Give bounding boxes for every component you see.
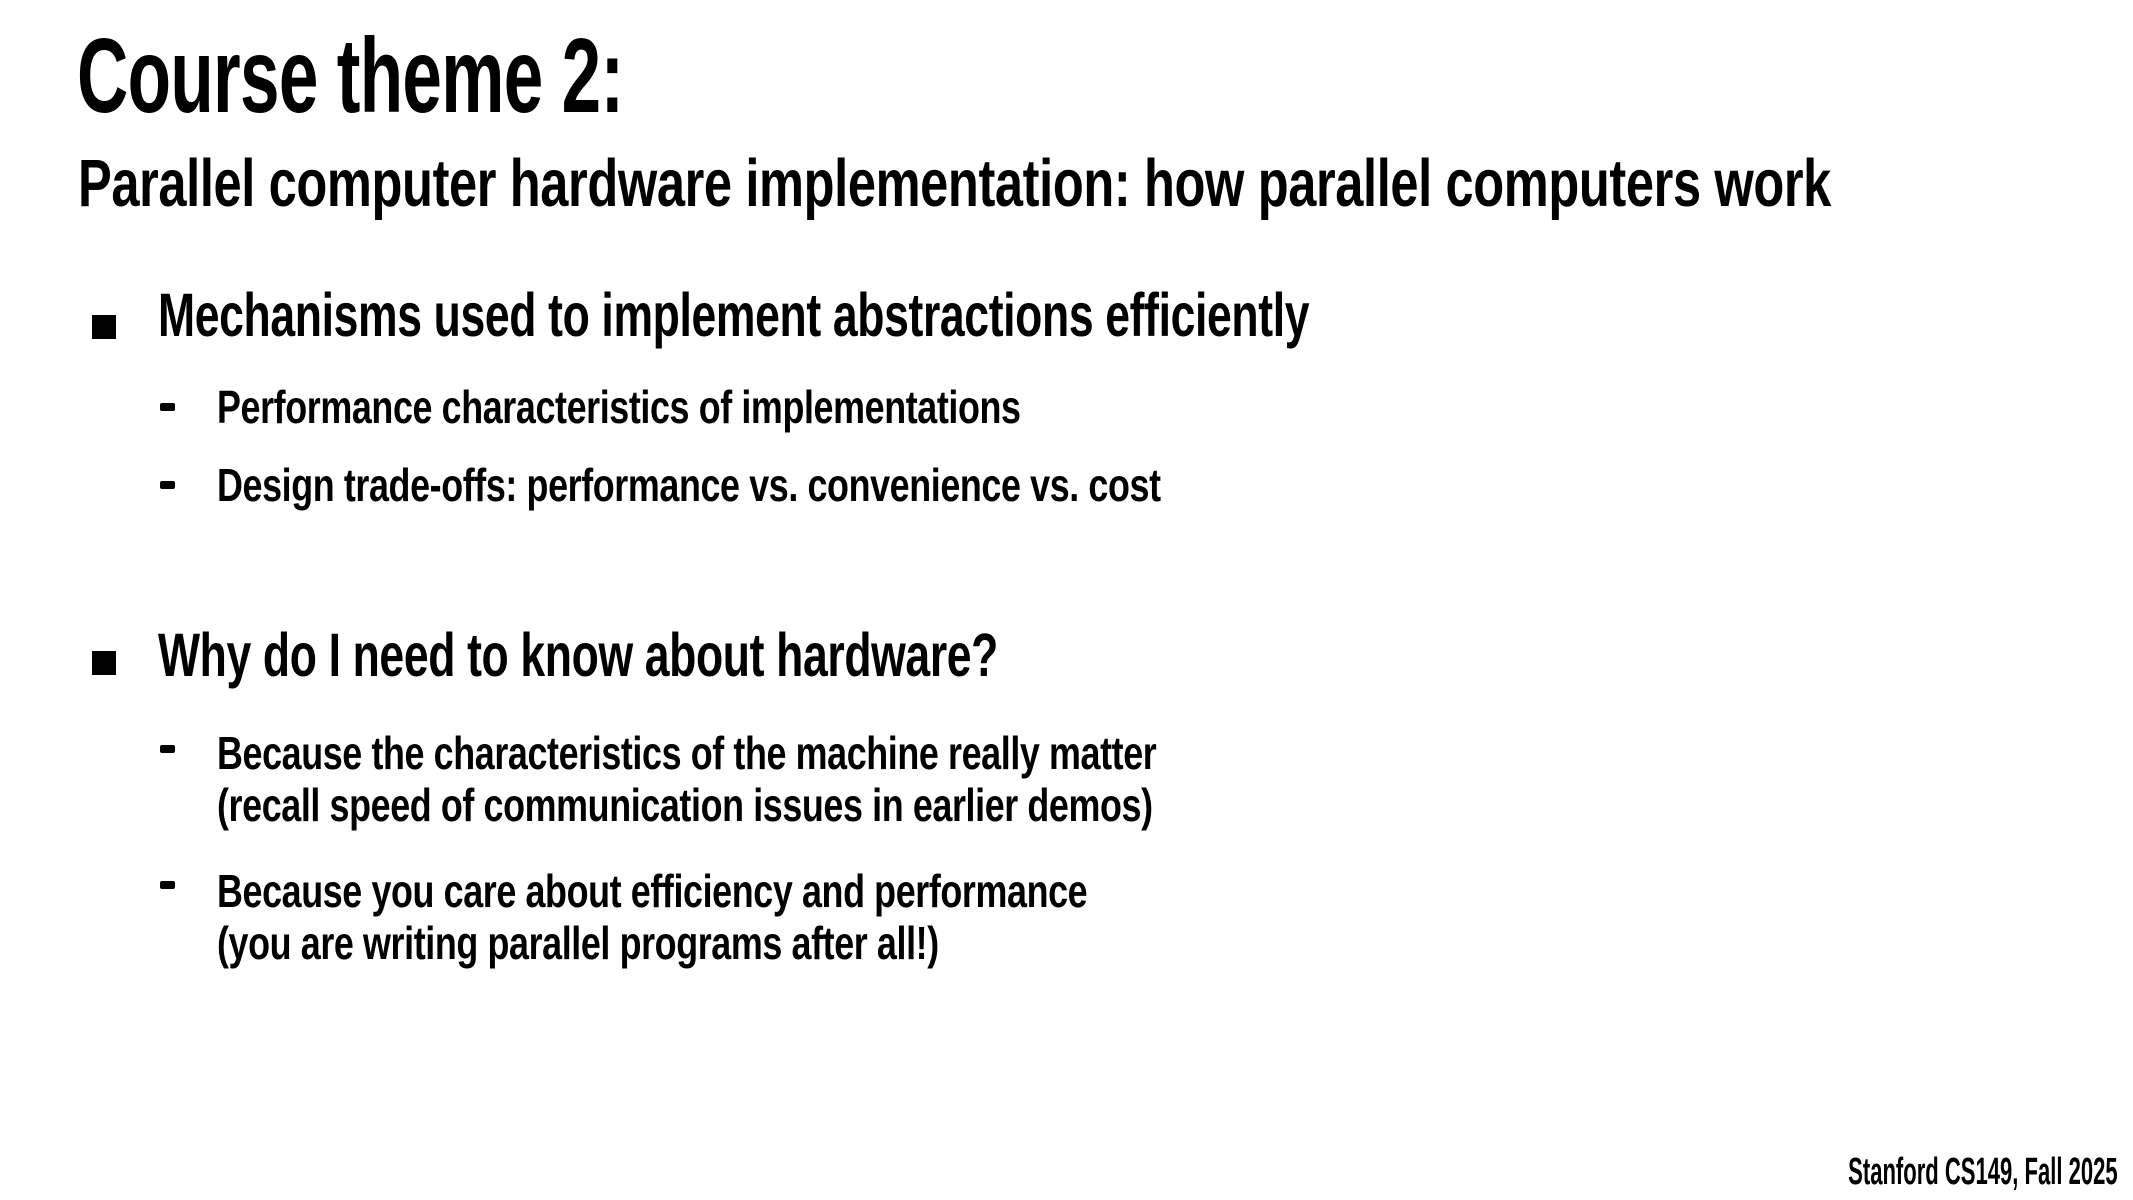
bullet-heading-mechanisms: Mechanisms used to implement abstractions efficiently <box>158 281 1310 349</box>
slide-subtitle: Parallel computer hardware implementation: how parallel computers work <box>78 146 1831 221</box>
square-bullet-icon <box>92 651 116 675</box>
dash-bullet-icon <box>160 881 175 889</box>
sub-bullet-design-tradeoffs <box>217 459 1161 511</box>
sub-bullet-line: Because the characteristics of the machine really matter <box>217 727 1157 779</box>
sub-bullet-line: (you are writing parallel programs after all!) <box>217 917 939 969</box>
course-footer: Stanford CS149, Fall 2025 <box>1848 1151 2118 1193</box>
bullet-heading-why-hardware: Why do I need to know about hardware? <box>158 621 999 689</box>
square-bullet-icon <box>92 315 116 339</box>
slide-title: Course theme 2: <box>77 17 624 135</box>
sub-bullet-line: Design trade-offs: performance vs. convenience vs. cost <box>217 459 1161 511</box>
dash-bullet-icon <box>160 745 175 753</box>
sub-bullet-line: Performance characteristics of implementations <box>217 381 1021 433</box>
sub-bullet-performance-characteristics <box>217 381 1021 433</box>
sub-bullet-efficiency-performance <box>217 865 1087 969</box>
sub-bullet-machine-characteristics <box>217 727 1156 831</box>
sub-bullet-line: (recall speed of communication issues in earlier demos) <box>217 779 1153 831</box>
dash-bullet-icon <box>160 481 175 489</box>
dash-bullet-icon <box>160 403 175 411</box>
sub-bullet-line: Because you care about efficiency and performance <box>217 865 1088 917</box>
